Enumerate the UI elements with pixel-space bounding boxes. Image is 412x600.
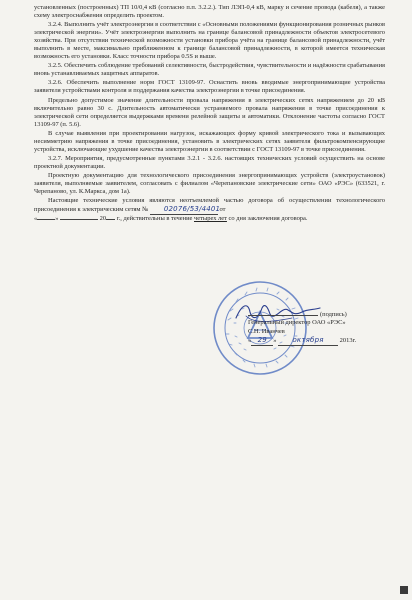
signer-position: Генеральный директор ОАО «РЭС»: [248, 319, 346, 327]
contract-number-field: [150, 205, 221, 215]
contract-year-prefix: 20: [99, 215, 107, 223]
paragraph-3-2-7: 3.2.7. Мероприятия, предусмотренные пунктами 3.2.1 - 3.2.6. настоящих технических условий осуществить на основе проектной документации.: [34, 154, 385, 170]
contract-number-value: 02076/53/4401: [163, 205, 221, 214]
contract-date-close-quote: »: [55, 215, 59, 223]
contract-from-label: от: [219, 206, 226, 214]
contract-year-suffix: г., действительны в течение: [116, 215, 193, 223]
paragraph-voltage-dip: Предельно допустимое значение длительности провала напряжения в электрических сетях напряжением до 20 кВ включительно равно 30 с. Длительность автоматически устраняемого провала напряжения в точке присоединения к электрической сети определяется выдержками времени релейной защиты и автоматики. Отклонение частоты согласно ГОСТ 13109-97 (п. 5.6).: [34, 96, 385, 128]
corner-scan-mark: [400, 586, 408, 594]
validity-tail: со дня заключения договора.: [228, 215, 308, 223]
contract-number-label: №: [142, 206, 149, 214]
signature-block: [248, 311, 388, 346]
signer-name: С.Н. Иванчев: [248, 327, 285, 335]
paragraph-3-2-6: 3.2.6. Обеспечить выполнение норм ГОСТ 13109-97. Оснастить вновь вводимые энергопринимающие устройства заявителя устройствами контроля и поддержания качества электроэнергии в точке присоединения.: [34, 79, 385, 95]
paragraph-filter-devices: В случае выявления при проектировании нагрузок, искажающих форму кривой электрического тока и вызывающих несимметрию напряжения в точке присоединения, установить в электрических сетях заявителя фильтрокомпенсирующие устройства, исключающие ухудшение качества электроэнергии в соответствии с ГОСТ 13109-97 в точке присоединения.: [34, 129, 385, 153]
paragraph-3-2-5: 3.2.5. Обеспечить соблюдение требований селективности, быстродействия, чувствительности и надёжности срабатывания вновь устанавливаемых защитных аппаратов.: [34, 62, 385, 78]
paragraph-3-2-3-tail: установленных (построенных) ТП 10/0,4 кВ (согласно п.п. 3.2.2.). Тип ЛЭП-0,4 кВ, марку и сечение провода (кабеля), а также схему электроснабжения определить проектом.: [34, 4, 385, 20]
contract-link-text: Настоящие технические условия являются неотъемлемой частью договора об осуществлении технологического присоединения к электрическим сетям: [34, 197, 385, 214]
signature-line: [248, 315, 318, 316]
paragraph-3-2-4: 3.2.4. Выполнить учёт электроэнергии в соответствии с «Основными положениями функционирования розничных рынков электрической энергии». Учёт электроэнергии выполнить на границе балансовой принадлежности объектов электросетевого хозяйства. При отсутствии технической возможности установки прибора учёта на границе балансовой принадлежности, учёт выполнить в месте, максимально приближенном к границе балансовой принадлежности, в которой имеется техническая возможность его установки. Класс точности прибора 0.5S и выше.: [34, 21, 385, 61]
signature-date: [248, 336, 388, 345]
paragraph-contract-link: [34, 197, 385, 223]
sign-date-day: 29: [251, 336, 273, 345]
sign-date-open-quote: «: [248, 337, 252, 345]
signature-line-row: [248, 311, 388, 319]
validity-term: четырех лет: [194, 215, 227, 223]
sign-date-close-quote: »: [273, 337, 277, 345]
contract-month-blank: [60, 219, 98, 220]
paragraph-project-docs: Проектную документацию для технологического присоединения энергопринимающих устройств (электроустановок) заявителя, выполняемые заявителем, согласовать с филиалом «Черепановские электрические сети» ОАО «РЭС» (633521, г. Черепаново, ул. К.Маркса, дом 1а).: [34, 171, 385, 196]
contract-date-open-quote: «: [34, 215, 38, 223]
signature-caption: (подпись): [320, 311, 347, 318]
sign-date-year: 2013г.: [339, 337, 357, 345]
sign-date-month: октября: [278, 336, 338, 345]
contract-day-blank: [37, 219, 55, 220]
contract-year-blank: [106, 219, 115, 220]
